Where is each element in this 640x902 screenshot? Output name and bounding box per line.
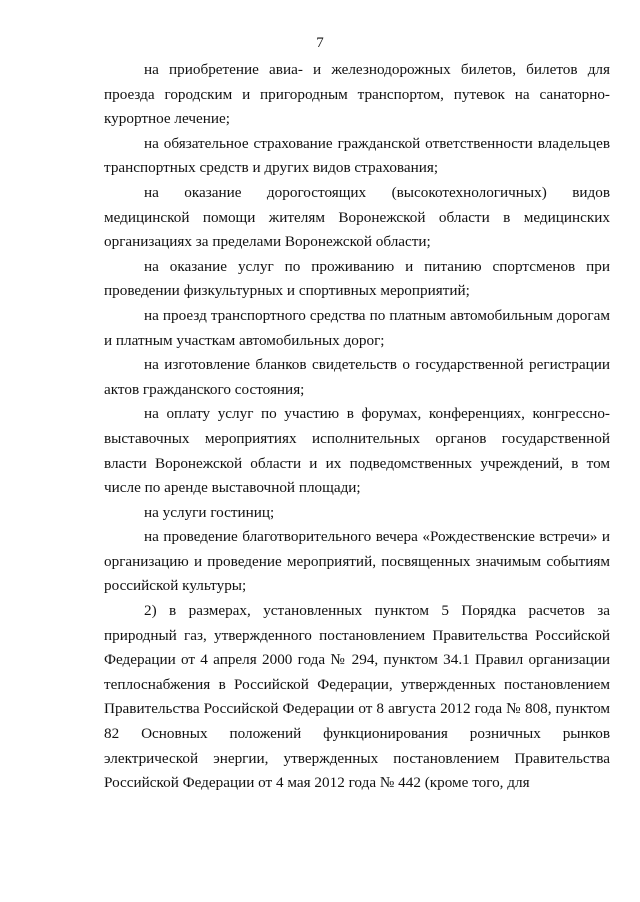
paragraph-medical-care: на оказание дорогостоящих (высокотехнологичных) видов медицинской помощи жителям Воронежской области в медицинских организациях за пределами Воронежской области; — [104, 183, 610, 251]
paragraph-athletes-accommodation: на оказание услуг по проживанию и питанию спортсменов при проведении физкультурных и спортивных мероприятий; — [104, 257, 610, 300]
document-body — [104, 58, 610, 796]
paragraph-air-rail-tickets: на приобретение авиа- и железнодорожных билетов, билетов для проезда городским и пригородным транспортом, путевок на санаторно-курортное лечение; — [104, 61, 610, 128]
paragraph-charity-evening: на проведение благотворительного вечера «Рождественские встречи» и организацию и проведение мероприятий, посвященных значимым событиям российской культуры; — [104, 528, 610, 595]
paragraph-forums-conferences: на оплату услуг по участию в форумах, конференциях, конгрессно-выставочных мероприятиях исполнительных органов государственной власти Воронежской области и их подведомственных учреждений, в том числе по аренде выставочной площади; — [104, 405, 610, 497]
paragraph-hotel-services: на услуги гостиниц; — [144, 503, 275, 521]
paragraph-insurance: на обязательное страхование гражданской ответственности владельцев транспортных средств и других видов страхования; — [104, 134, 610, 177]
paragraph-certificate-forms: на изготовление бланков свидетельств о государственной регистрации актов гражданского состояния; — [104, 356, 610, 398]
paragraph-toll-roads: на проезд транспортного средства по платным автомобильным дорогам и платным участкам автомобильных дорог; — [104, 306, 610, 349]
page-number: 7 — [316, 35, 324, 51]
paragraph-item-2-payment-rules: 2) в размерах, установленных пунктом 5 Порядка расчетов за природный газ, утвержденного постановлением Правительства Российской Федерации от 4 апреля 2000 года № 294, пунктом 34.1 Правил организации теплоснабжения в Российской Федерации, утвержденных постановлением Правительства Российской Федерации от 8 августа 2012 года № 808, пунктом 82 Основных положений функционирования розничных рынков электрической энергии, утвержденных постановлением Правительства Российской Федерации от 4 мая 2012 года № 442 (кроме того, для — [104, 602, 610, 792]
